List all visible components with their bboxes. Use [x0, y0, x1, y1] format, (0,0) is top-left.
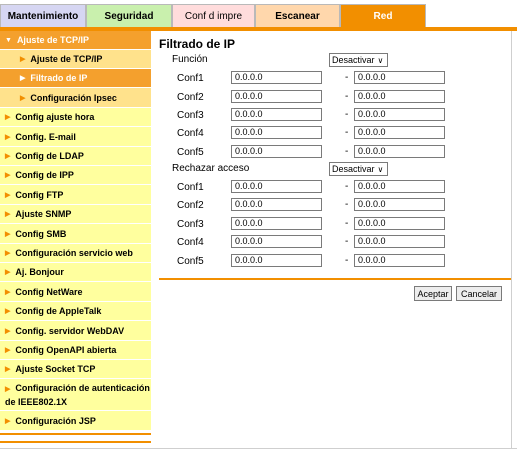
arrow-right-icon: ▶	[5, 327, 11, 335]
arrow-right-icon: ▶	[5, 133, 11, 141]
sidebar-item-label: Config. E-mail	[15, 131, 76, 142]
funcion-label: Función	[172, 54, 208, 65]
arrow-right-icon: ▶	[5, 269, 11, 276]
funcion-conf4-label: Conf4	[177, 128, 204, 139]
range-dash: -	[345, 255, 349, 266]
tab-seguridad[interactable]: Seguridad	[86, 4, 172, 27]
cancelar-button[interactable]: Cancelar	[456, 286, 502, 301]
rechazar-conf2-to-input[interactable]: 0.0.0.0	[354, 198, 445, 211]
funcion-conf1-from-input[interactable]: 0.0.0.0	[231, 71, 322, 84]
sidebar-item-config-ipp[interactable]	[0, 166, 151, 185]
sidebar-item-label: Aj. Bonjour	[15, 267, 64, 277]
funcion-conf3-from-input[interactable]: 0.0.0.0	[231, 108, 322, 121]
tab-escanear[interactable]: Escanear	[255, 4, 340, 27]
sidebar-subitem-filtrado-ip[interactable]	[0, 69, 151, 88]
funcion-conf4-to-input[interactable]: 0.0.0.0	[354, 126, 445, 139]
page-title: Filtrado de IP	[159, 37, 236, 51]
sidebar-item-config-smb[interactable]	[0, 224, 151, 244]
tab-red[interactable]: Red	[340, 4, 426, 27]
sidebar-item-label: Ajuste SNMP	[15, 209, 72, 219]
sidebar-divider	[0, 441, 151, 443]
funcion-conf2-to-input[interactable]: 0.0.0.0	[354, 90, 445, 103]
sidebar-item-config-ldap[interactable]	[0, 147, 151, 166]
sidebar-item-label: Config OpenAPI abierta	[15, 345, 117, 355]
arrow-right-icon: ▶	[5, 230, 11, 238]
rechazar-conf4-to-input[interactable]: 0.0.0.0	[354, 235, 445, 248]
sidebar-divider	[0, 433, 151, 435]
range-dash: -	[345, 146, 349, 157]
sidebar-subitem-ajuste-tcpip[interactable]	[0, 50, 151, 69]
arrow-right-icon: ▶	[5, 308, 11, 315]
arrow-right-icon: ▶	[5, 385, 11, 393]
sidebar-item-ajuste-snmp[interactable]	[0, 205, 151, 224]
sidebar-item-aj-bonjour[interactable]	[0, 263, 151, 282]
rechazar-conf3-from-input[interactable]: 0.0.0.0	[231, 217, 322, 230]
sidebar-item-label-line1	[5, 382, 150, 396]
arrow-right-icon: ▶	[5, 191, 11, 199]
range-dash: -	[345, 72, 349, 83]
funcion-conf5-from-input[interactable]: 0.0.0.0	[231, 145, 322, 158]
rechazar-conf3-to-input[interactable]: 0.0.0.0	[354, 217, 445, 230]
tab-bar	[0, 4, 517, 27]
funcion-conf5-to-input[interactable]: 0.0.0.0	[354, 145, 445, 158]
arrow-right-icon: ▶	[5, 211, 11, 218]
range-dash: -	[345, 127, 349, 138]
rechazar-conf5-from-input[interactable]: 0.0.0.0	[231, 254, 322, 267]
arrow-right-icon: ▶	[5, 347, 11, 354]
sidebar-item-label: Filtrado de IP	[30, 73, 88, 83]
funcion-conf5-label: Conf5	[177, 147, 204, 158]
funcion-conf1-to-input[interactable]: 0.0.0.0	[354, 71, 445, 84]
sidebar-item-config-openapi[interactable]	[0, 341, 151, 360]
range-dash: -	[345, 199, 349, 210]
funcion-select-value: Desactivar	[332, 55, 375, 65]
rechazar-select[interactable]	[329, 162, 388, 176]
arrow-right-icon: ▶	[5, 114, 11, 121]
rechazar-conf4-label: Conf4	[177, 237, 204, 248]
arrow-right-icon: ▶	[20, 94, 26, 102]
funcion-conf1-label: Conf1	[177, 73, 204, 84]
rechazar-conf1-to-input[interactable]: 0.0.0.0	[354, 180, 445, 193]
arrow-right-icon: ▶	[5, 417, 11, 425]
arrow-right-icon: ▶	[5, 172, 11, 179]
sidebar-item-label: Config de IPP	[15, 170, 74, 180]
sidebar-item-label: Config ajuste hora	[15, 112, 95, 122]
rechazar-conf3-label: Conf3	[177, 219, 204, 230]
sidebar-item-label: Config SMB	[15, 228, 67, 239]
sidebar-item-label-line2: de IEEE802.1X	[5, 396, 68, 407]
arrow-right-icon: ▶	[5, 366, 11, 373]
section-divider	[159, 278, 511, 280]
sidebar-item-config-ftp[interactable]	[0, 185, 151, 205]
rechazar-label: Rechazar acceso	[172, 163, 250, 174]
arrow-right-icon: ▶	[20, 56, 26, 63]
range-dash: -	[345, 181, 349, 192]
sidebar-item-config-servicio-web[interactable]	[0, 244, 151, 263]
chevron-down-icon: ∨	[377, 55, 384, 65]
sidebar-item-config-jsp[interactable]	[0, 411, 151, 431]
sidebar-item-config-appletalk[interactable]	[0, 302, 151, 321]
sidebar-item-label: Ajuste Socket TCP	[15, 364, 96, 374]
funcion-conf4-from-input[interactable]: 0.0.0.0	[231, 126, 322, 139]
rechazar-select-value: Desactivar	[332, 164, 375, 174]
rechazar-conf4-from-input[interactable]: 0.0.0.0	[231, 235, 322, 248]
sidebar-item-label: Ajuste de TCP/IP	[30, 54, 103, 64]
sidebar	[0, 31, 151, 438]
range-dash: -	[345, 236, 349, 247]
funcion-conf3-to-input[interactable]: 0.0.0.0	[354, 108, 445, 121]
rechazar-conf2-label: Conf2	[177, 200, 204, 211]
funcion-select[interactable]	[329, 53, 388, 67]
sidebar-item-ajuste-socket-tcp[interactable]	[0, 360, 151, 379]
rechazar-conf5-to-input[interactable]: 0.0.0.0	[354, 254, 445, 267]
sidebar-item-label: Config de LDAP	[15, 151, 84, 161]
sidebar-item-label: Configuración de autenticación	[15, 382, 150, 393]
window-border-right	[511, 31, 512, 449]
sidebar-item-config-netware[interactable]	[0, 282, 151, 302]
tab-conf-impre[interactable]: Conf d impre	[172, 4, 255, 27]
range-dash: -	[345, 218, 349, 229]
sidebar-item-config-email[interactable]	[0, 127, 151, 147]
chevron-down-icon: ∨	[377, 164, 384, 174]
range-dash: -	[345, 91, 349, 102]
rechazar-conf5-label: Conf5	[177, 256, 204, 267]
sidebar-item-label: Configuración JSP	[15, 415, 96, 426]
sidebar-subitem-config-ipsec[interactable]	[0, 88, 151, 108]
rechazar-conf1-from-input[interactable]: 0.0.0.0	[231, 180, 322, 193]
sidebar-item-label: Config NetWare	[15, 286, 83, 297]
sidebar-item-label: Config. servidor WebDAV	[15, 325, 125, 336]
range-dash: -	[345, 109, 349, 120]
funcion-conf2-label: Conf2	[177, 92, 204, 103]
sidebar-item-config-ajuste-hora[interactable]	[0, 108, 151, 127]
sidebar-item-label: Config de AppleTalk	[15, 306, 102, 316]
arrow-right-icon: ▶	[5, 288, 11, 296]
arrow-down-icon: ▼	[5, 36, 12, 44]
sidebar-item-label: Configuración Ipsec	[30, 92, 117, 103]
sidebar-item-config-webdav[interactable]	[0, 321, 151, 341]
sidebar-item-config-ieee8021x[interactable]	[0, 379, 151, 411]
sidebar-item-label: Ajuste de TCP/IP	[16, 35, 89, 45]
rechazar-conf1-label: Conf1	[177, 182, 204, 193]
funcion-conf3-label: Conf3	[177, 110, 204, 121]
tab-mantenimiento[interactable]: Mantenimiento	[0, 4, 86, 27]
arrow-right-icon: ▶	[5, 250, 11, 257]
funcion-conf2-from-input[interactable]: 0.0.0.0	[231, 90, 322, 103]
aceptar-button[interactable]: Aceptar	[414, 286, 452, 301]
arrow-right-icon: ▶	[5, 153, 11, 160]
rechazar-conf2-from-input[interactable]: 0.0.0.0	[231, 198, 322, 211]
arrow-right-icon: ▶	[20, 75, 26, 82]
sidebar-item-label: Configuración servicio web	[15, 248, 133, 258]
sidebar-item-ajuste-tcpip[interactable]	[0, 31, 151, 50]
sidebar-item-label: Config FTP	[15, 189, 64, 200]
